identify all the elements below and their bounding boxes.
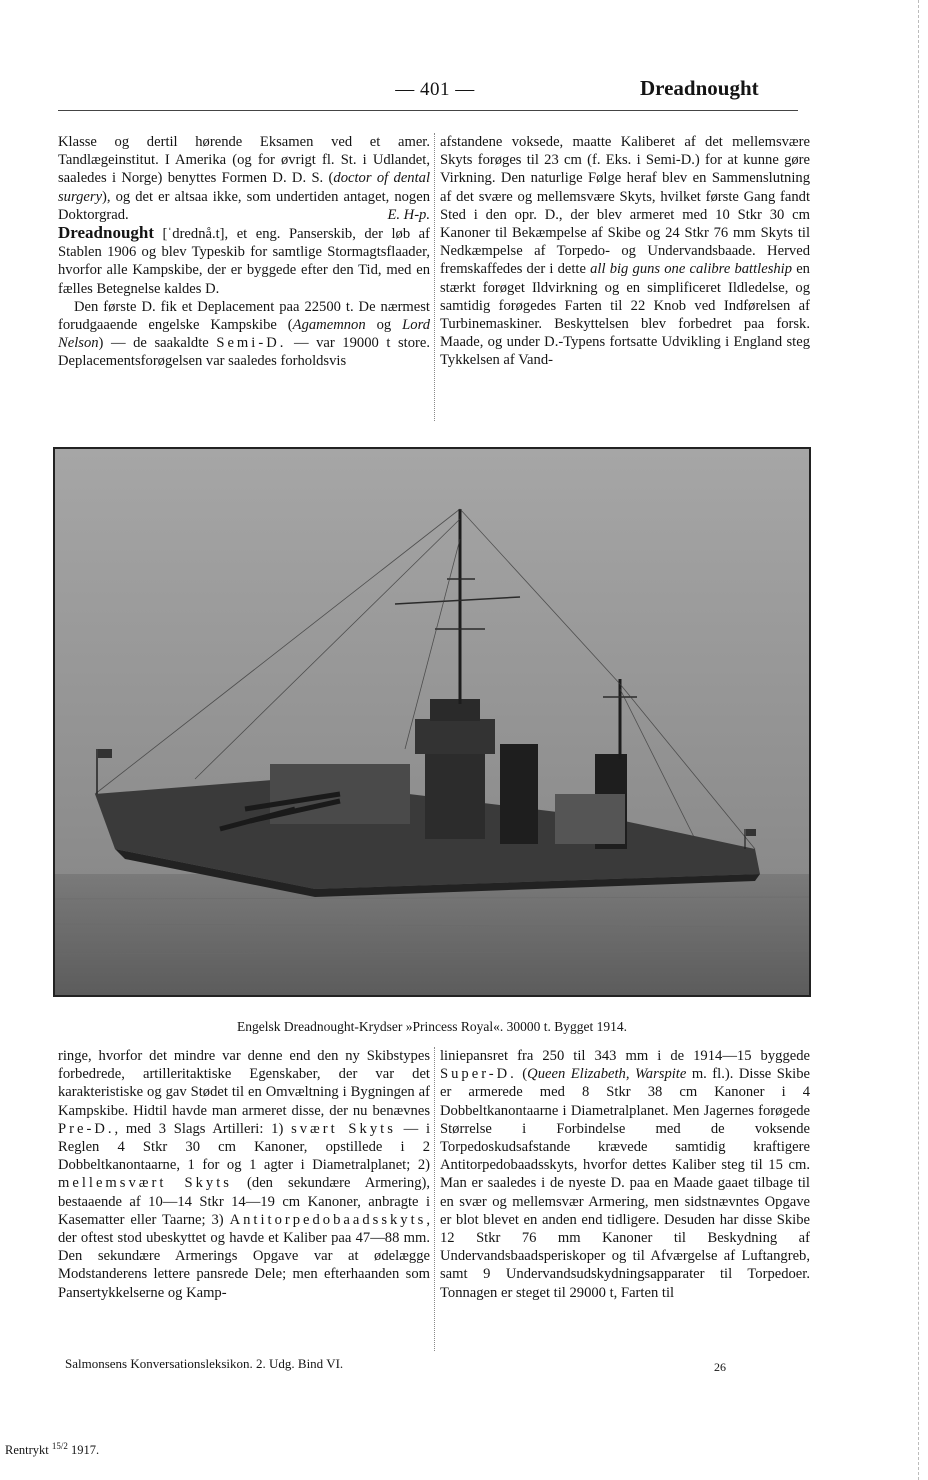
text-run: afstandene voksede, maatte Kaliberet af det mellemsvære Skyts forøges til 23 cm (f. Eks. i Semi-D.) for at kunne gøre Virkning. Den naturlige Følge heraf blev en Sammenslutning af det svære og mellemsvære Skyts, hvilket første Gang fandt Sted i den opr. D., der blev armeret med 10 Stkr 30 cm Kanoner til Bekæmpelse af Skibe og 24 Stkr 76 mm Skyts til Nedkæmpelse af Torpedo- og Undervandsbaade. Herved fremskaffedes der i dette xyxy=(440,134,810,278)
text-run: og xyxy=(365,317,403,334)
ship-name-italic: Queen Elizabeth, Warspite xyxy=(527,1066,687,1083)
text-run: , med 3 Slags Artilleri: 1) xyxy=(114,1120,292,1137)
italic-term: doctor of dental surgery xyxy=(58,170,430,205)
column-divider xyxy=(434,1047,435,1351)
text-run: ringe, hvorfor det mindre var denne end den ny Skibstypes forbedrede, artilleritaktiske Egenskaber, der var det karakteristiske og gav Stødet til en Omvæltning i Bygningen af Kampskibe. Hidtil havde man armeret disse, der nu benævnes xyxy=(58,1048,430,1119)
column-bottom-left xyxy=(58,1047,430,1302)
text-run: ( xyxy=(516,1066,528,1083)
running-head: Dreadnought xyxy=(640,76,759,100)
paragraph-dds xyxy=(58,133,430,224)
signature-mark: 26 xyxy=(714,1360,726,1374)
column-top-left xyxy=(58,133,430,371)
paragraph-super-dreadnought xyxy=(440,1047,810,1302)
text-run: Klasse og dertil hørende Eksamen ved et amer. Tandlægeinstitut. I Amerika (og for øvrigt fl. St. i Udlandet, saaledes i Norge) benyttes Formen D. D. S. ( xyxy=(58,134,430,187)
text-run: m. fl.). Disse Skibe er armerede med 8 Stkr 38 cm Kanoner i 4 Dobbeltkanontaarne i Diametralplanet. Men Jagernes forøgede Størrelse i Forbindelse med de voksende Torpedoskudsafstande krævede samtidig kraftigere Antitorpedobaadsskyts, hvorfor dettes Kaliber steg til 15 cm. Man er saaledes i de nyeste D. paa en Maade gaaet tilbage til en svær og mellemsvær Armering, men sidstnævntes Opgave er blot blevet en anden end tidligere. Desuden har disse Skibe 12 Stkr 76 mm Kanoner til Beskydning af Undervandsbaadsperiskoper og til Afværgelse af Luftangreb, samt 9 Undervandsudskydningsapparater til Torpedoer. Tonnagen er steget til 29000 t, Farten til xyxy=(440,1066,811,1301)
scan-edge-line xyxy=(918,0,919,1480)
text-run: — i Reglen 4 Stkr 30 cm Kanoner, opstillede i 2 Dobbeltkanontaarne, 1 for og 1 agter i Diametralplanet; 2) xyxy=(58,1120,430,1174)
reprint-year: 1917. xyxy=(67,1443,100,1458)
battleship-photo-illustration xyxy=(55,449,809,995)
header-rule xyxy=(58,110,798,111)
text-run: en stærkt forøget Ildvirkning og en simplificeret Ildledelse, og samtidig forøgedes Farten til 22 Knob ved Indførelsen af Turbinemaskiner. Beskyttelsen blev forbedret paa forsk. Maade, og under D.-Typens fortsatte Udvikling i England steg Tykkelsen af Vand- xyxy=(440,261,810,369)
italic-term: all big guns one calibre battleship xyxy=(590,261,793,278)
text-run: [ˈdrednå.t], et eng. Panserskib, der løb af Stablen 1906 og blev Typeskib for samtlige Stormagtsflaader, hvorfor alle Kampskibe, der er byggede efter den Tid, med en fælles Betegnelse kaldes D. xyxy=(58,226,430,297)
figure-caption: Engelsk Dreadnought-Krydser »Princess Royal«. 30000 t. Bygget 1914. xyxy=(237,1019,627,1034)
text-run: ) — de saakaldte xyxy=(98,335,217,352)
text-run: — var 19000 t store. Deplacementsforøgelsen var saaledes forholdsvis xyxy=(58,335,430,370)
entry-headword: Dreadnought xyxy=(58,223,155,243)
reprint-note xyxy=(5,1441,99,1458)
spaced-term: Semi-D. xyxy=(216,335,287,352)
spaced-term: Super-D. xyxy=(440,1066,517,1083)
column-divider xyxy=(434,133,435,421)
paragraph-displacement xyxy=(58,298,430,371)
spaced-term: mellemsvært Skyts xyxy=(58,1175,232,1192)
paragraph-armament xyxy=(440,133,810,370)
reprint-date: 15/2 xyxy=(51,1441,68,1451)
spaced-term: svært Skyts xyxy=(291,1120,396,1137)
reprint-label: Rentrykt xyxy=(5,1443,52,1458)
text-run: ), og det er altsaa ikke, som undertiden antaget, nogen Doktorgrad. xyxy=(58,188,430,223)
page-number: — 401 — xyxy=(395,79,475,100)
publication-footer: Salmonsens Konversationsleksikon. 2. Udg. Bind VI. xyxy=(65,1356,344,1371)
paragraph-dreadnought-definition xyxy=(58,224,430,298)
paragraph-pre-dreadnought xyxy=(58,1047,430,1302)
column-bottom-right xyxy=(440,1047,810,1302)
spaced-term: Antitorpedobaadsskyts xyxy=(229,1211,427,1228)
text-run: (den sekundære Armering), bestaaende af 10—14 Stkr 14—19 cm Kanoner, anbragte i Kasematter eller Taarne; 3) xyxy=(58,1175,431,1228)
ship-name-italic: Agamemnon xyxy=(292,317,366,334)
ship-name-italic: Lord Nelson xyxy=(58,317,431,352)
battleship-photograph xyxy=(53,447,811,997)
text-run: Den første D. fik et Deplacement paa 22500 t. De nærmest forudgaaende engelske Kampskibe ( xyxy=(58,298,430,334)
text-run: liniepansret fra 250 til 343 mm i de 1914—15 byggede xyxy=(440,1048,810,1064)
column-top-right xyxy=(440,133,810,370)
text-run: , der oftest stod ubeskyttet og havde et Kaliber paa 47—88 mm. Den sekundære Armerings Opgave var at ødelægge Modstanderens lettere pansrede Dele; men efterhaanden som Pansertykkelserne og Kamp- xyxy=(58,1211,430,1301)
spaced-term: Pre-D. xyxy=(58,1120,115,1137)
author-signature: E. H-p. xyxy=(387,206,430,223)
